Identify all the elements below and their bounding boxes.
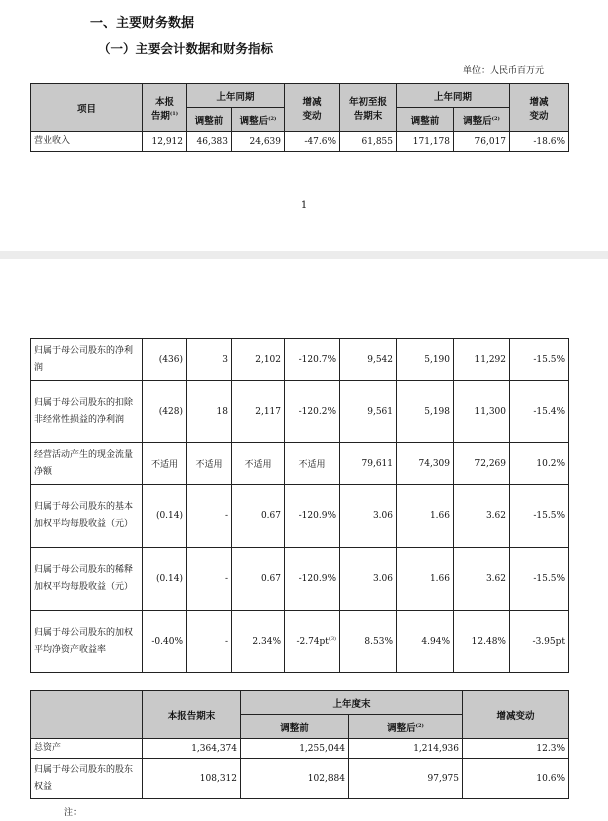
cell: 3.62 <box>454 548 510 611</box>
cell: 8.53% <box>340 611 397 673</box>
cell: 0.67 <box>232 548 285 611</box>
cell: 108,312 <box>143 759 241 799</box>
header-before-adjustment: 调整前 <box>187 108 232 132</box>
unit-label: 单位：人民币百万元 <box>462 66 544 76</box>
cell: 2.34% <box>232 611 285 673</box>
subsection-heading: （一）主要会计数据和财务指标 <box>98 41 274 56</box>
cell: (0.14) <box>143 548 187 611</box>
cell: 2,117 <box>232 381 285 443</box>
cell: 不适用 <box>232 443 285 485</box>
table-row <box>31 339 569 381</box>
row-label: 营业收入 <box>31 132 143 152</box>
header-item: 项目 <box>31 84 143 132</box>
cell: 72,269 <box>454 443 510 485</box>
cell: -0.40% <box>143 611 187 673</box>
header-ytd: 年初至报 告期末 <box>340 84 397 132</box>
cell: 1.66 <box>397 485 454 548</box>
cell: 1,214,936 <box>349 739 463 759</box>
cell: 3.06 <box>340 485 397 548</box>
table-row <box>31 611 569 673</box>
page-number: 1 <box>300 200 308 211</box>
cell: 12.48% <box>454 611 510 673</box>
cell: 5,190 <box>397 339 454 381</box>
header-before-adjustment-ytd: 调整前 <box>397 108 454 132</box>
cell: 4.94% <box>397 611 454 673</box>
cell: -120.9% <box>285 548 340 611</box>
cell: -120.7% <box>285 339 340 381</box>
cell: 61,855 <box>340 132 397 152</box>
header-after-adjustment: 调整后$^{(2)}$ <box>349 715 463 739</box>
page-1 <box>0 0 608 251</box>
cell: 171,178 <box>397 132 454 152</box>
table-row <box>31 485 569 548</box>
cell: 1.66 <box>397 548 454 611</box>
financial-table-header <box>30 83 569 152</box>
table-row <box>31 443 569 485</box>
cell: 97,975 <box>349 759 463 799</box>
cell: 5,198 <box>397 381 454 443</box>
header-prior-period: 上年同期 <box>187 84 285 108</box>
table-row <box>31 739 569 759</box>
header-change: 增减变动 <box>463 691 569 739</box>
table-row <box>31 132 569 152</box>
note-label: 注： <box>64 808 83 818</box>
financial-table-continued <box>30 338 569 673</box>
cell: 9,561 <box>340 381 397 443</box>
cell: 不适用 <box>285 443 340 485</box>
cell: -120.9% <box>285 485 340 548</box>
cell: 1,364,374 <box>143 739 241 759</box>
cell: -47.6% <box>285 132 340 152</box>
cell: 76,017 <box>454 132 510 152</box>
row-label: 归属于母公司股东的基本加权平均每股收益（元） <box>31 485 143 548</box>
cell: (428) <box>143 381 187 443</box>
cell: 74,309 <box>397 443 454 485</box>
cell: -15.5% <box>510 485 569 548</box>
header-after-adjustment: 调整后$^{(2)}$ <box>232 108 285 132</box>
cell: 12.3% <box>463 739 569 759</box>
cell: 1,255,044 <box>241 739 349 759</box>
header-change: 增减 变动 <box>285 84 340 132</box>
row-label: 归属于母公司股东的股东权益 <box>31 759 143 799</box>
cell: 11,300 <box>454 381 510 443</box>
row-label: 归属于母公司股东的稀释加权平均每股收益（元） <box>31 548 143 611</box>
cell: 9,542 <box>340 339 397 381</box>
cell: - <box>187 611 232 673</box>
cell: $-2.74pt^{(3)}$ <box>285 611 340 673</box>
cell: 10.2% <box>510 443 569 485</box>
header-before-adjustment: 调整前 <box>241 715 349 739</box>
cell: 11,292 <box>454 339 510 381</box>
header-change-ytd: 增减 变动 <box>510 84 569 132</box>
cell: 79,611 <box>340 443 397 485</box>
cell: 不适用 <box>143 443 187 485</box>
header-after-adjustment-ytd: 调整后$^{(2)}$ <box>454 108 510 132</box>
cell: -15.5% <box>510 548 569 611</box>
cell: -15.5% <box>510 339 569 381</box>
row-label: 归属于母公司股东的加权平均净资产收益率 <box>31 611 143 673</box>
header-prior-period-ytd: 上年同期 <box>397 84 510 108</box>
row-label: 总资产 <box>31 739 143 759</box>
cell: (0.14) <box>143 485 187 548</box>
cell: -15.4% <box>510 381 569 443</box>
cell: 24,639 <box>232 132 285 152</box>
cell: 12,912 <box>143 132 187 152</box>
cell: -120.2% <box>285 381 340 443</box>
cell: 18 <box>187 381 232 443</box>
row-label: 归属于母公司股东的扣除非经常性损益的净利润 <box>31 381 143 443</box>
table-row <box>31 759 569 799</box>
cell: - <box>187 485 232 548</box>
row-label: 经营活动产生的现金流量净额 <box>31 443 143 485</box>
balance-table <box>30 690 569 799</box>
cell: 3.62 <box>454 485 510 548</box>
cell: -18.6% <box>510 132 569 152</box>
header-prior-year-end: 上年度末 <box>241 691 463 715</box>
cell: 10.6% <box>463 759 569 799</box>
cell: 46,383 <box>187 132 232 152</box>
row-label: 归属于母公司股东的净利润 <box>31 339 143 381</box>
table-row <box>31 548 569 611</box>
cell: 3 <box>187 339 232 381</box>
header-current-period: 本报 告期$^{(1)}$ <box>143 84 187 132</box>
cell: (436) <box>143 339 187 381</box>
section-heading: 一、主要财务数据 <box>90 16 195 31</box>
cell: 3.06 <box>340 548 397 611</box>
cell: 不适用 <box>187 443 232 485</box>
header-period-end: 本报告期末 <box>143 691 241 739</box>
table-row <box>31 381 569 443</box>
cell: -3.95pt <box>510 611 569 673</box>
cell: 2,102 <box>232 339 285 381</box>
header-blank <box>31 691 143 739</box>
cell: - <box>187 548 232 611</box>
cell: 102,884 <box>241 759 349 799</box>
cell: 0.67 <box>232 485 285 548</box>
